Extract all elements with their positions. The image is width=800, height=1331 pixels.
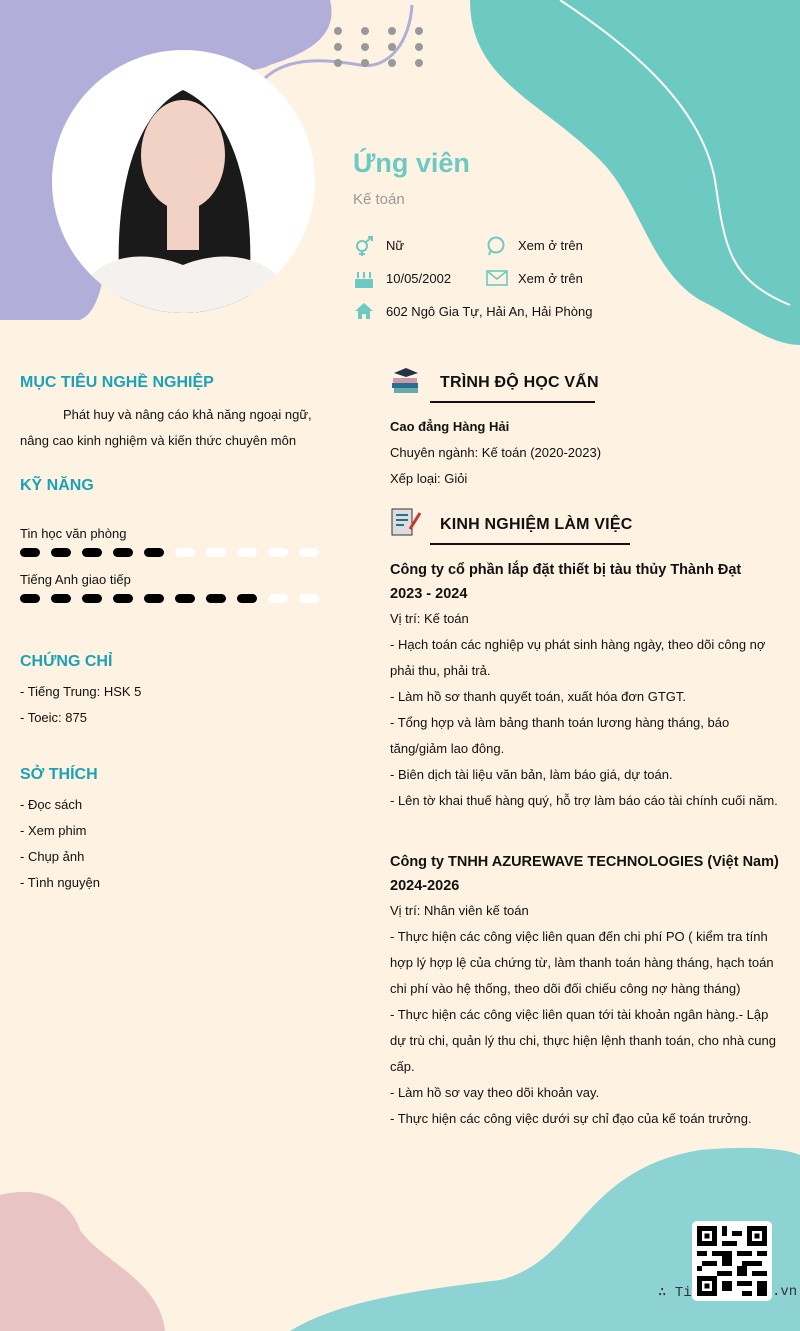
education-heading: TRÌNH ĐỘ HỌC VẤN	[440, 374, 599, 391]
home-icon	[354, 302, 374, 320]
candidate-name: Ứng viên	[353, 148, 470, 178]
divider	[430, 401, 595, 403]
experience-heading: KINH NGHIỆM LÀM VIỆC	[440, 516, 633, 533]
grade: Xếp loại: Giỏi	[390, 471, 468, 486]
skill-dot-filled	[113, 548, 133, 557]
company-name: Công ty TNHH AZUREWAVE TECHNOLOGIES (Việt Nam)	[390, 854, 779, 870]
skill-dot-empty	[268, 548, 288, 557]
objective-heading: MỤC TIÊU NGHỀ NGHIỆP	[20, 374, 214, 391]
certificate-item: - Toeic: 875	[20, 710, 87, 725]
job-task: - Lên tờ khai thuế hàng quý, hỗ trợ làm báo cáo tài chính cuối năm.	[390, 793, 778, 808]
skill-dot-filled	[51, 594, 71, 603]
profile-photo	[52, 50, 315, 313]
phone-value[interactable]: Xem ở trên	[518, 237, 583, 253]
skill-dot-empty	[237, 548, 257, 557]
skill-dot-filled	[237, 594, 257, 603]
skill-dot-filled	[113, 594, 133, 603]
hobby-item: - Tình nguyện	[20, 875, 100, 890]
skill-dot-filled	[51, 548, 71, 557]
email-info	[486, 269, 583, 287]
watermark-left: ∴ Ti	[658, 1285, 692, 1301]
skill-dot-empty	[206, 548, 226, 557]
books-icon	[390, 365, 422, 398]
skill-dot-empty	[268, 594, 288, 603]
skills-heading: KỸ NĂNG	[20, 477, 94, 494]
skill-dot-filled	[20, 548, 40, 557]
job-position: Vị trí: Kế toán	[390, 611, 469, 626]
job-period: 2024-2026	[390, 878, 460, 894]
job-task: - Làm hồ sơ vay theo dõi khoản vay.	[390, 1085, 600, 1100]
major: Chuyên ngành: Kế toán (2020-2023)	[390, 445, 602, 460]
skill-dot-filled	[175, 594, 195, 603]
address-info	[354, 302, 592, 320]
certificate-item: - Tiếng Trung: HSK 5	[20, 684, 142, 699]
watermark-right: .vn	[772, 1284, 798, 1300]
gender-value: Nữ	[386, 237, 405, 253]
job-task: - Thực hiện các công việc dưới sự chỉ đạo của kế toán trưởng.	[390, 1111, 752, 1126]
skill-dot-filled	[20, 594, 40, 603]
job-period: 2023 - 2024	[390, 586, 468, 602]
gender-info	[354, 236, 404, 254]
gender-icon	[354, 236, 374, 254]
skill-dot-filled	[144, 594, 164, 603]
job-task: - Tổng hợp và làm bảng thanh toán lương hàng tháng, báo tăng/giảm lao đông.	[390, 715, 730, 756]
qr-code[interactable]	[692, 1221, 772, 1301]
hobby-item: - Chụp ảnh	[20, 849, 85, 864]
skill-name: Tiếng Anh giao tiếp	[20, 572, 131, 587]
skill-dot-filled	[82, 548, 102, 557]
company-name: Công ty cổ phần lắp đặt thiết bị tàu thủy Thành Đạt	[390, 562, 742, 578]
resume-icon	[390, 507, 422, 540]
skill-english	[20, 572, 319, 603]
job-title: Kế toán	[353, 191, 405, 208]
phone-info	[486, 236, 583, 254]
hobby-item: - Xem phim	[20, 823, 87, 838]
skill-dot-empty	[299, 548, 319, 557]
birthday-info	[354, 269, 451, 287]
skill-dot-filled	[144, 548, 164, 557]
envelope-icon	[486, 269, 506, 287]
skill-name: Tin học văn phòng	[20, 526, 127, 541]
hobbies-heading: SỞ THÍCH	[20, 766, 98, 783]
whatsapp-icon	[486, 236, 506, 254]
job-task: - Hạch toán các nghiệp vụ phát sinh hàng ngày, theo dõi công nợ phải thu, phải trả.	[390, 637, 766, 678]
email-value[interactable]: Xem ở trên	[518, 270, 583, 286]
skill-rating	[20, 594, 319, 603]
skill-dot-empty	[299, 594, 319, 603]
birthday-value: 10/05/2002	[386, 270, 452, 286]
job-entry	[390, 558, 780, 814]
birthday-cake-icon	[354, 269, 374, 287]
skill-dot-filled	[206, 594, 226, 603]
address-value: 602 Ngô Gia Tự, Hải An, Hải Phòng	[386, 303, 593, 319]
school-name: Cao đẳng Hàng Hải	[390, 419, 510, 434]
skill-dot-empty	[175, 548, 195, 557]
skill-dot-filled	[82, 594, 102, 603]
certificates-heading: CHỨNG CHỈ	[20, 653, 113, 670]
job-task: - Làm hồ sơ thanh quyết toán, xuất hóa đơn GTGT.	[390, 689, 686, 704]
hobby-item: - Đọc sách	[20, 797, 83, 812]
job-task: - Thực hiện các công việc liên quan tới tài khoản ngân hàng.- Lập dự trù chi, quản lý thu chi, thực hiện lệnh thanh toán, cho nhà cung cấp.	[390, 1007, 776, 1074]
job-position: Vị trí: Nhân viên kế toán	[390, 903, 529, 918]
job-entry	[390, 850, 780, 1132]
skill-rating	[20, 548, 319, 557]
objective-text: Phát huy và nâng cáo khả năng ngoại ngữ, nâng cao kinh nghiệm và kiến thức chuyên môn	[20, 407, 312, 448]
skill-office	[20, 526, 319, 557]
job-task: - Biên dịch tài liệu văn bản, làm báo giá, dự toán.	[390, 767, 673, 782]
divider	[430, 543, 630, 545]
job-task: - Thực hiện các công việc liên quan đến chi phí PO ( kiểm tra tính hợp lý hợp lệ của chứng từ, làm thanh toán hàng tháng, hạch toán chi phí vào hệ thống, theo dõi đối chiếu công nợ hàng tháng)	[390, 929, 774, 996]
